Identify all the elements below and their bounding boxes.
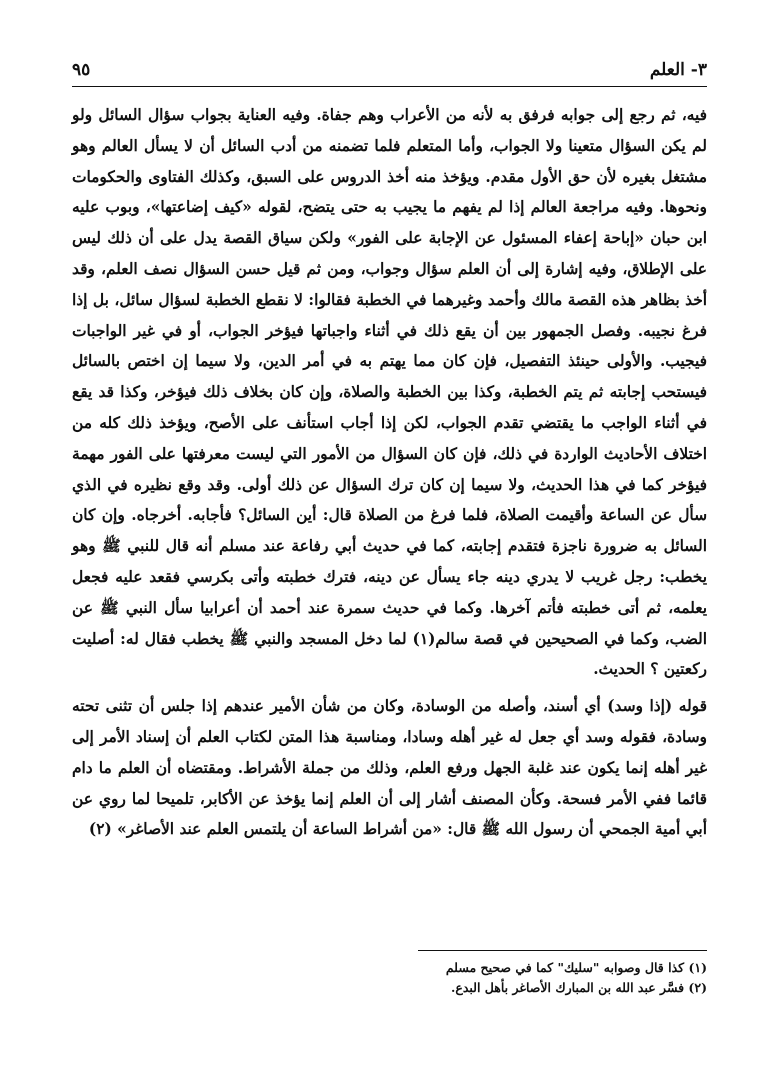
paragraph: فيه، ثم رجع إلى جوابه فرفق به لأنه من الأعراب وهم جفاة. وفيه العناية بجواب سؤال السائل ولو لم يكن السؤال متعينا ولا الجواب، وأما المتعلم فلما تضمنه من أدب السائل أن لا يسأل العالم وهو مشتغل بغيره لأن حق الأول مقدم. ويؤخذ منه أخذ الدروس على السبق، وكذلك الفتاوى والحكومات ونحوها. وفيه مراجعة العالم إذا لم يفهم ما يجيب به حتى يتضح، لقوله «كيف إضاعتها»، وبوب عليه ابن حبان «إباحة إعفاء المسئول عن الإجابة على الفور» ولكن سياق القصة يدل على أن ذلك ليس على الإطلاق، وفيه إشارة إلى أن العلم سؤال وجواب، ومن ثم قيل حسن السؤال نصف العلم، وقد أخذ بظاهر هذه القصة مالك وأحمد وغيرهما في الخطبة فقالوا: لا نقطع الخطبة لسؤال سائل، بل إذا فرغ نجيبه. وفصل الجمهور بين أن يقع ذلك في أثناء واجباتها فيؤخر الجواب، أو في غير الواجبات فيجيب. والأولى حينئذ التفصيل، فإن كان مما يهتم به في أمر الدين، ولا سيما إن اختص بالسائل فيستحب إجابته ثم يتم الخطبة، وكذا بين الخطبة والصلاة، وإن كان بخلاف ذلك فيؤخر، وكذا قد يقع في أثناء الواجب ما يقتضي تقدم الجواب، لكن إذا أجاب استأنف على الأصح، ويؤخذ ذلك كله من اختلاف الأحاديث الواردة في ذلك، فإن كان السؤال من الأمور التي ليست معرفتها على الفور مهمة فيؤخر كما في هذا الحديث، ولا سيما إن كان ترك السؤال عن ذلك أولى. وقد وقع نظيره في الذي سأل عن الساعة وأقيمت الصلاة، فلما فرغ من الصلاة قال: أين السائل؟ فأجابه. أخرجاه. وإن كان السائل به ضرورة ناجزة فتقدم إجابته، كما في حديث أبي رفاعة عند مسلم أنه قال للنبي ﷺ وهو يخطب: رجل غريب لا يدري دينه جاء يسأل عن دينه، فترك خطبته وأتى بكرسي فقعد عليه فجعل يعلمه، ثم أتى خطبته فأتم آخرها. وكما في حديث سمرة عند أحمد أن أعرابيا سأل النبي ﷺ عن الضب، وكما في الصحيحين في قصة سالم(١) لما دخل المسجد والنبي ﷺ يخطب فقال له: أصليت ركعتين ؟ الحديث. <box>72 106 708 679</box>
footnotes <box>72 958 707 998</box>
footnote-rule <box>418 950 707 951</box>
footnote-2: (٢) فسَّر عبد الله بن المبارك الأصاغر بأهل البدع. <box>451 980 707 995</box>
paragraph: قوله (إذا وسد) أي أسند، وأصله من الوسادة، وكان من شأن الأمير عندهم إذا جلس أن تثنى تحته وسادة، فقوله وسد أي جعل له غير أهله وسادا، ومناسبة هذا المتن لكتاب العلم أن إسناد الأمر إلى غير أهله إنما يكون عند غلبة الجهل ورفع العلم، وذلك من جملة الأشراط. ومقتضاه أن العلم ما دام قائما ففي الأمر فسحة. وكأن المصنف أشار إلى أن العلم إنما يؤخذ عن الأكابر، تلميحا لما روي عن أبي أمية الجمحي أن رسول الله ﷺ قال: «من أشراط الساعة أن يلتمس العلم عند الأصاغر» (٢) <box>72 697 707 839</box>
footnote-1: (١) كذا قال وصوابه "سليك" كما في صحيح مسلم <box>445 960 707 975</box>
header-rule <box>72 86 707 87</box>
page-number: ٩٥ <box>72 60 91 80</box>
running-header <box>72 60 707 84</box>
main-text <box>72 100 707 845</box>
chapter-title: ٣- العلم <box>649 60 707 80</box>
